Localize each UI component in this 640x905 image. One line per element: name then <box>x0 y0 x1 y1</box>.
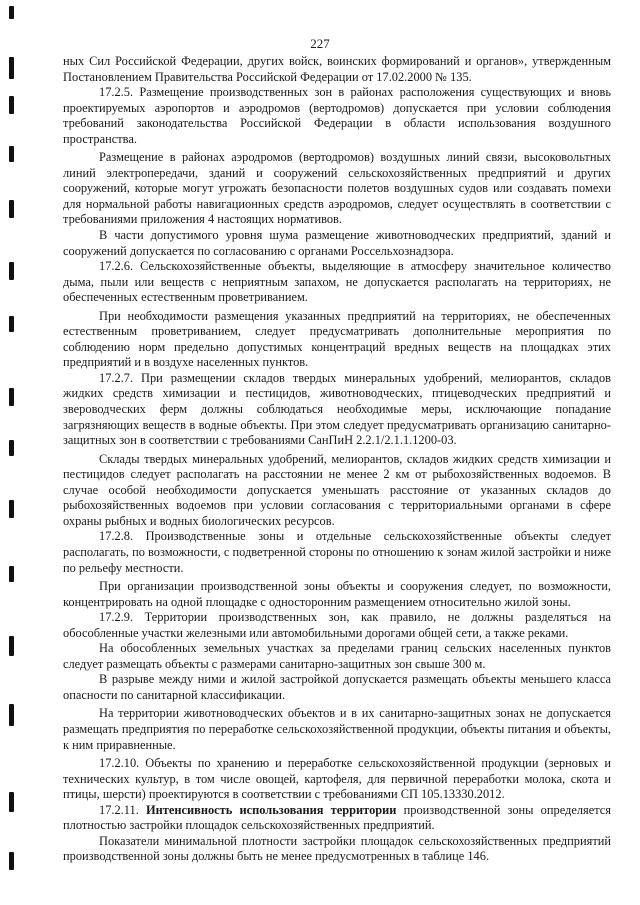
binding-mark <box>9 96 14 114</box>
paragraph-livestock-zones: На территории животноводческих объектов и в их санитарно-защитных зонах не допускается размещать предприятия по переработке сельскохозяйственной продукции, объекты питания и объекты, к ним приравненные. <box>63 706 611 752</box>
paragraph-17-2-7: 17.2.7. При размещении складов твердых минеральных удобрений, мелиорантов, складов жидких средств химизации и пестицидов, животноводческих, птицеводческих предприятий и звероводческих ферм должны соблюдаться необходимые меры, исключающие попадание загрязняющих веществ в водные объекты. При этом следует предусматривать организацию санитарно-защитных зон в соответствии с требованиями СанПиН 2.2.1/2.1.1.1200-03. <box>63 370 611 448</box>
paragraph-ventilation: При необходимости размещения указанных предприятий на территориях, не обеспеченных естественным проветриванием, следует предусматривать дополнительные мероприятия по соблюдению норм предельно допустимых концентраций вредных веществ на площадках этих предприятий и в воздухе населенных пунктов. <box>63 308 611 370</box>
paragraph-density-indicators: Показатели минимальной плотности застройки площадок сельскохозяйственных предприятий производственной зоны должны быть не менее предусмотренных в таблице 146. <box>63 833 611 864</box>
binding-mark <box>9 566 14 582</box>
binding-mark <box>9 500 14 518</box>
paragraph-isolated-plots: На обособленных земельных участках за пределами границ сельских населенных пунктов следует размещать объекты с размерами санитарно-защитных зон свыше 300 м. <box>63 641 611 671</box>
binding-mark <box>9 262 14 280</box>
binding-mark <box>9 146 14 162</box>
paragraph-warehouses: Склады твердых минеральных удобрений, мелиорантов, складов жидких средств химизации и пестицидов следует располагать на расстоянии не менее 2 км от рыбохозяйственных водоемов. В случае особой необходимости допускается уменьшать расстояние от указанных складов до рыбохозяйственных водоемов при условии согласования с территориальными органами в сфере охраны рыбных и водных биологических ресурсов. <box>63 451 611 528</box>
paragraph-zone-organization: При организации производственной зоны объекты и сооружения следует, по возможности, концентрировать на одной площадке с односторонним размещением относительно жилой зоны. <box>63 579 611 609</box>
paragraph-17-2-11 <box>63 803 611 834</box>
binding-mark <box>9 6 14 19</box>
page-content <box>63 54 611 865</box>
binding-mark <box>9 704 14 726</box>
paragraph-17-2-10: 17.2.10. Объекты по хранению и переработке сельскохозяйственной продукции (зерновых и технических культур, в том числе овощей, картофеля, для первичной переработки молока, скота и птицы, шерсти) проектируются в соответствии с требованиями СП 105.13330.2012. <box>63 756 611 802</box>
bold-term: Интенсивность использования территории <box>146 802 397 817</box>
paragraph-aerodrom-placement: Размещение в районах аэродромов (вертодромов) воздушных линий связи, высоковольтных линий электропередачи, зданий и сооружений сельскохозяйственных предприятий и других сооружений, которые могут угрожать безопасности полетов воздушных судов или создавать помехи для нормальной работы навигационных средств аэродромов, следует осуществлять в соответствии с требованиями приложения 4 настоящих нормативов. <box>63 150 611 227</box>
binding-mark <box>9 57 14 79</box>
binding-mark <box>9 636 14 656</box>
binding-mark <box>9 852 14 870</box>
binding-mark <box>9 440 14 456</box>
paragraph-noise-level: В части допустимого уровня шума размещение животноводческих предприятий, зданий и сооружений допускается по согласованию с органами Россельхознадзора. <box>63 228 611 258</box>
binding-mark <box>9 388 14 406</box>
clause-number: 17.2.11. <box>99 802 146 817</box>
paragraph-17-2-9: 17.2.9. Территории производственных зон, как правило, не должны разделяться на обособленные участки железными или автомобильными дорогами общей сети, а также реками. <box>63 610 611 640</box>
clause-text: производственной зоны определяется плотностью застройки площадок сельскохозяйственных предприятий. <box>63 802 611 833</box>
paragraph-17-2-5: 17.2.5. Размещение производственных зон в районах расположения существующих и вновь проектируемых аэропортов и аэродромов (вертодромов) допускается при условии соблюдения требований законодательства Российской Федерации в области использования воздушного пространства. <box>63 85 611 146</box>
paragraph-gap-objects: В разрыве между ними и жилой застройкой допускается размещать объекты меньшего класса опасности по санитарной классификации. <box>63 672 611 702</box>
paragraph-17-2-8: 17.2.8. Производственные зоны и отдельные сельскохозяйственные объекты следует располагать, по возможности, с подветренной стороны по отношению к зонам жилой застройки и ниже по рельефу местности. <box>63 529 611 575</box>
paragraph-continuation: ных Сил Российской Федерации, других войск, воинских формирований и органов», утвержденным Постановлением Правительства Российской Федерации от 17.02.2000 № 135. <box>63 54 611 84</box>
page-number: 227 <box>310 36 330 51</box>
binding-mark <box>9 316 14 332</box>
binding-mark <box>9 200 14 218</box>
paragraph-17-2-6: 17.2.6. Сельскохозяйственные объекты, выделяющие в атмосферу значительное количество дыма, пыли или веществ с неприятным запахом, не допускается располагать на территориях, не обеспеченных естественным проветриванием. <box>63 259 611 305</box>
binding-mark <box>9 792 14 812</box>
binding-marks <box>9 0 15 905</box>
